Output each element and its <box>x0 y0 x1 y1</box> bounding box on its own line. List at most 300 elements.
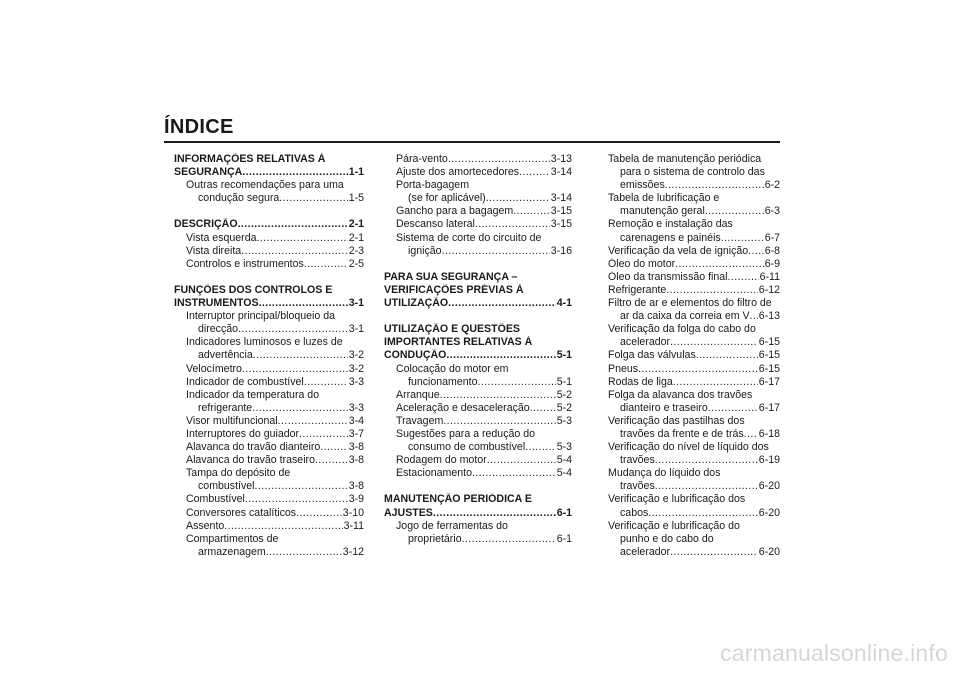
toc-entry <box>174 310 364 336</box>
toc-entry <box>384 205 572 218</box>
toc-entry-text: SEGURANÇA <box>174 166 243 179</box>
toc-entry <box>384 232 572 258</box>
toc-entry-line <box>608 218 780 231</box>
toc-page-number: 5-4 <box>556 467 572 480</box>
toc-page-number: 2-1 <box>348 218 364 231</box>
toc-leader-dots <box>304 258 348 271</box>
toc-page-number: 3-11 <box>343 519 364 532</box>
toc-page-number: 6-11 <box>759 270 780 283</box>
toc-entry <box>174 389 364 415</box>
toc-entry-text: Controlos e instrumentos <box>186 257 304 270</box>
toc-entry-line <box>608 232 780 245</box>
toc-entry <box>174 467 364 493</box>
toc-entry-line <box>608 520 780 533</box>
toc-leader-dots <box>442 245 550 258</box>
toc-page-number: 6-20 <box>758 480 780 493</box>
toc-entry-line <box>396 415 572 428</box>
toc-entry <box>596 218 780 244</box>
toc-leader-dots <box>478 376 556 389</box>
toc-entry-text: IMPORTANTES RELATIVAS À <box>384 336 533 349</box>
toc-entry-text: ignição <box>408 244 442 257</box>
toc-leader-dots <box>665 179 764 192</box>
toc-page-number: 3-8 <box>348 454 364 467</box>
toc-page-number: 6-17 <box>758 375 780 388</box>
toc-entry-line <box>396 376 572 389</box>
toc-column-2 <box>384 153 572 546</box>
toc-entry-line <box>396 166 572 179</box>
toc-entry-text: Indicador da temperatura do <box>186 388 320 401</box>
toc-leader-dots <box>670 546 758 559</box>
toc-page-number: 6-1 <box>556 506 572 519</box>
toc-entry <box>384 520 572 546</box>
toc-entry-text: Vista direita <box>186 244 242 257</box>
toc-column-1 <box>174 153 364 559</box>
toc-entry-line <box>608 310 780 323</box>
toc-page-number: 2-1 <box>348 231 364 244</box>
toc-section-heading <box>174 153 364 179</box>
toc-entry <box>596 389 780 415</box>
toc-entry-line <box>384 271 572 284</box>
toc-entry-line <box>608 480 780 493</box>
toc-entry <box>596 349 780 362</box>
toc-entry <box>174 533 364 559</box>
toc-entry-text: Óleo da transmissão final <box>608 270 728 283</box>
toc-page-number: 6-1 <box>556 532 572 545</box>
toc-entry-line <box>608 336 780 349</box>
toc-entry-line <box>384 297 572 310</box>
toc-entry-line <box>186 402 364 415</box>
toc-entry-text: Verificação do nível de líquido dos <box>608 441 769 454</box>
toc-entry <box>596 493 780 519</box>
toc-page-number: 3-3 <box>348 401 364 414</box>
toc-leader-dots <box>728 271 759 284</box>
toc-entry-text: UTILIZAÇÃO <box>384 297 449 310</box>
toc-entry-text: Remoção e instalação das <box>608 218 733 231</box>
toc-entry-line <box>608 454 780 467</box>
toc-entry-line <box>608 323 780 336</box>
toc-entry-line <box>186 376 364 389</box>
toc-entry-line <box>396 205 572 218</box>
toc-entry-text: Visor multifuncional <box>186 414 278 427</box>
toc-leader-dots <box>675 258 764 271</box>
toc-leader-dots <box>655 480 758 493</box>
toc-entry-line <box>186 441 364 454</box>
toc-page-number: 6-20 <box>758 506 780 519</box>
toc-entry-text: (se for aplicável) <box>408 192 486 205</box>
toc-entry-text: Conversores catalíticos <box>186 506 297 519</box>
toc-leader-dots <box>670 336 758 349</box>
toc-entry-line <box>384 349 572 362</box>
toc-entry-text: VERIFICAÇÕES PRÉVIAS À <box>384 283 524 296</box>
toc-page-number: 3-12 <box>342 545 364 558</box>
toc-entry-line <box>608 363 780 376</box>
toc-entry-line <box>186 336 364 349</box>
toc-entry-text: direcção <box>198 323 239 336</box>
title-rule <box>164 141 780 143</box>
toc-page-number: 3-14 <box>550 166 572 179</box>
toc-entry-text: Jogo de ferramentas do <box>396 519 508 532</box>
toc-entry-text: refrigerante <box>198 401 253 414</box>
toc-entry-line <box>396 153 572 166</box>
toc-section-heading <box>174 218 364 231</box>
toc-entry-text: Gancho para a bagagem <box>396 205 514 218</box>
toc-leader-dots <box>242 363 348 376</box>
toc-page-number: 6-12 <box>758 283 780 296</box>
toc-entry-text: FUNÇÕES DOS CONTROLOS E <box>174 283 333 296</box>
toc-entry-line <box>186 310 364 323</box>
toc-entry-line <box>608 467 780 480</box>
toc-entry-line <box>396 389 572 402</box>
toc-entry-line <box>186 323 364 336</box>
toc-page-number: 6-7 <box>764 231 780 244</box>
toc-entry-text: Indicadores luminosos e luzes de <box>186 336 343 349</box>
toc-leader-dots <box>530 402 556 415</box>
toc-entry-line <box>396 192 572 205</box>
toc-leader-dots <box>721 232 764 245</box>
toc-column-3 <box>596 153 780 559</box>
toc-entry-line <box>608 389 780 402</box>
toc-entry-line <box>608 284 780 297</box>
toc-entry-line <box>384 323 572 336</box>
toc-leader-dots <box>279 192 347 205</box>
toc-entry-text: PARA SUA SEGURANÇA – <box>384 270 518 283</box>
toc-leader-dots <box>519 166 550 179</box>
toc-entry-text: Filtro de ar e elementos do filtro de <box>608 297 772 310</box>
toc-page-number: 3-8 <box>348 441 364 454</box>
toc-leader-dots <box>748 245 764 258</box>
toc-page-number: 3-2 <box>348 349 364 362</box>
toc-page-number: 4-1 <box>556 297 572 310</box>
toc-page-number: 3-15 <box>550 218 572 231</box>
toc-page-number: 5-2 <box>556 388 572 401</box>
toc-entry-line <box>186 179 364 192</box>
toc-entry <box>174 520 364 533</box>
toc-entry-text: Assento <box>186 519 225 532</box>
toc-entry-text: Folga das válvulas <box>608 349 696 362</box>
toc-page-number: 3-13 <box>550 153 572 165</box>
toc-page-number: 5-1 <box>556 349 572 362</box>
toc-leader-dots <box>315 454 348 467</box>
toc-entry <box>596 415 780 441</box>
toc-leader-dots <box>245 493 348 506</box>
toc-entry-text: combustível <box>198 480 255 493</box>
toc-leader-dots <box>238 218 348 231</box>
toc-leader-dots <box>252 402 348 415</box>
toc-entry-line <box>384 507 572 520</box>
toc-page-number: 5-2 <box>556 401 572 414</box>
toc-entry-text: INFORMAÇÕES RELATIVAS À <box>174 153 326 165</box>
toc-entry-text: Pára-vento <box>396 153 448 165</box>
toc-page-number: 1-1 <box>348 166 364 179</box>
toc-leader-dots <box>708 402 758 415</box>
toc-entry-line <box>186 454 364 467</box>
toc-leader-dots <box>750 310 758 323</box>
toc-entry <box>596 245 780 258</box>
toc-page-number: 6-15 <box>758 349 780 362</box>
toc-page-number: 3-16 <box>550 244 572 257</box>
toc-leader-dots <box>513 205 550 218</box>
toc-entry-text: Arranque <box>396 388 440 401</box>
toc-entry-text: proprietário <box>408 532 462 545</box>
toc-entry-line <box>174 218 364 231</box>
toc-entry-text: emissões <box>620 179 665 192</box>
toc-entry <box>174 232 364 245</box>
toc-entry <box>596 363 780 376</box>
toc-entry <box>596 297 780 323</box>
toc-page-number: 3-3 <box>348 375 364 388</box>
toc-entry-text: Mudança do líquido dos <box>608 467 721 480</box>
toc-entry-line <box>608 153 780 166</box>
toc-entry-line <box>608 271 780 284</box>
toc-entry-text: Velocímetro <box>186 362 242 375</box>
toc-entry-line <box>174 166 364 179</box>
toc-entry-text: Verificação das pastilhas dos <box>608 414 745 427</box>
toc-entry-text: Porta-bagagem <box>396 179 470 192</box>
toc-entry <box>384 454 572 467</box>
toc-entry-text: Folga da alavanca dos travões <box>608 388 753 401</box>
toc-entry <box>596 192 780 218</box>
toc-leader-dots <box>475 218 550 231</box>
toc-entry-line <box>396 467 572 480</box>
toc-entry-text: INSTRUMENTOS <box>174 297 259 310</box>
toc-entry <box>596 376 780 389</box>
toc-leader-dots <box>655 454 758 467</box>
toc-entry-text: travões <box>620 454 655 467</box>
toc-entry <box>384 402 572 415</box>
toc-entry-line <box>396 533 572 546</box>
toc-entry-line <box>396 520 572 533</box>
toc-entry-line <box>384 284 572 297</box>
toc-entry <box>174 428 364 441</box>
toc-leader-dots <box>433 507 556 520</box>
toc-entry <box>384 153 572 166</box>
toc-entry-line <box>186 415 364 428</box>
toc-entry-text: consumo de combustível <box>408 441 526 454</box>
toc-leader-dots <box>487 454 556 467</box>
toc-entry-line <box>608 546 780 559</box>
toc-entry-line <box>608 179 780 192</box>
toc-page-number: 3-14 <box>550 192 572 205</box>
toc-entry <box>174 336 364 362</box>
toc-page-number: 2-3 <box>348 244 364 257</box>
toc-leader-dots <box>440 389 556 402</box>
toc-entry-text: travões <box>620 480 655 493</box>
toc-entry-text: Verificação da vela de ignição <box>608 244 749 257</box>
toc-leader-dots <box>744 428 758 441</box>
toc-entry-line <box>186 349 364 362</box>
toc-entry-line <box>608 258 780 271</box>
toc-entry-line <box>396 441 572 454</box>
toc-leader-dots <box>241 245 348 258</box>
toc-entry-text: Verificação e lubrificação dos <box>608 493 746 506</box>
toc-entry <box>174 363 364 376</box>
toc-entry <box>174 454 364 467</box>
toc-entry-line <box>186 520 364 533</box>
toc-entry-line <box>608 415 780 428</box>
toc-page-number: 5-4 <box>556 454 572 467</box>
toc-entry-text: Interruptores do guiador <box>186 427 300 440</box>
toc-entry-line <box>174 284 364 297</box>
toc-entry-text: Colocação do motor em <box>396 362 509 375</box>
toc-entry-line <box>396 245 572 258</box>
toc-entry-text: Sistema de corte do circuito de <box>396 231 542 244</box>
toc-leader-dots <box>256 232 347 245</box>
toc-leader-dots <box>696 349 758 362</box>
toc-leader-dots <box>486 192 550 205</box>
toc-entry-text: Rodagem do motor <box>396 454 487 467</box>
toc-leader-dots <box>462 533 556 546</box>
toc-leader-dots <box>443 415 555 428</box>
toc-leader-dots <box>224 520 342 533</box>
toc-entry-text: Tabela de lubrificação e <box>608 192 720 205</box>
toc-entry <box>384 428 572 454</box>
toc-entry-line <box>608 245 780 258</box>
page-title: ÍNDICE <box>164 116 234 138</box>
toc-leader-dots <box>448 297 556 310</box>
toc-entry <box>384 179 572 205</box>
toc-entry-line <box>396 232 572 245</box>
toc-entry-text: UTILIZAÇÃO E QUESTÕES <box>384 323 520 336</box>
toc-entry-text: Refrigerante <box>608 283 667 296</box>
toc-entry-line <box>608 166 780 179</box>
toc-entry-line <box>186 363 364 376</box>
toc-entry-text: Descanso lateral <box>396 218 475 231</box>
toc-entry-text: acelerador <box>620 545 671 558</box>
toc-leader-dots <box>446 349 555 362</box>
toc-entry-line <box>396 428 572 441</box>
toc-entry <box>174 258 364 271</box>
toc-leader-dots <box>648 507 758 520</box>
toc-entry-text: ar da caixa da correia em V <box>620 310 750 323</box>
toc-leader-dots <box>278 415 348 428</box>
toc-page-number: 5-3 <box>556 441 572 454</box>
toc-entry-line <box>396 363 572 376</box>
toc-entry <box>174 415 364 428</box>
toc-entry <box>384 389 572 402</box>
toc-page-number: 3-15 <box>550 205 572 218</box>
toc-entry <box>174 441 364 454</box>
toc-entry-text: condução segura <box>198 192 280 205</box>
toc-page-number: 5-3 <box>556 414 572 427</box>
toc-entry-text: dianteiro e traseiro <box>620 401 708 414</box>
toc-leader-dots <box>253 349 348 362</box>
toc-entry-line <box>186 546 364 559</box>
toc-leader-dots <box>299 428 348 441</box>
toc-entry-line <box>186 493 364 506</box>
toc-page-number: 6-9 <box>764 257 780 270</box>
toc-entry-line <box>396 179 572 192</box>
toc-entry-line <box>608 507 780 520</box>
toc-entry-line <box>186 245 364 258</box>
toc-entry <box>384 166 572 179</box>
toc-leader-dots <box>242 166 347 179</box>
toc-entry-text: Indicador de combustível <box>186 375 304 388</box>
toc-leader-dots <box>448 153 550 166</box>
toc-entry-line <box>608 428 780 441</box>
toc-entry-text: advertência <box>198 349 253 362</box>
toc-page-number: 5-1 <box>556 375 572 388</box>
toc-leader-dots <box>296 507 342 520</box>
toc-entry-line <box>186 258 364 271</box>
toc-entry-text: cabos <box>620 506 649 519</box>
toc-page-number: 3-2 <box>348 362 364 375</box>
toc-entry-text: Alavanca do travão traseiro <box>186 454 315 467</box>
toc-entry-line <box>608 349 780 362</box>
toc-entry-line <box>186 232 364 245</box>
toc-entry-text: Rodas de liga <box>608 375 673 388</box>
toc-section-heading <box>174 284 364 310</box>
toc-entry-text: travões da frente e de trás <box>620 427 744 440</box>
toc-entry-line <box>186 192 364 205</box>
watermark: carmanualsonline.info <box>720 640 948 666</box>
toc-page-number: 3-7 <box>348 427 364 440</box>
toc-page-number: 6-19 <box>758 454 780 467</box>
toc-entry-text: para o sistema de controlo das <box>620 166 765 179</box>
toc-entry-text: Outras recomendações para uma <box>186 179 344 192</box>
toc-leader-dots <box>304 376 348 389</box>
toc-page-number: 3-1 <box>348 297 364 310</box>
toc-leader-dots <box>238 323 348 336</box>
toc-entry-line <box>186 533 364 546</box>
toc-entry <box>384 415 572 428</box>
toc-entry-text: Compartimentos de <box>186 532 279 545</box>
toc-section-heading <box>384 271 572 310</box>
toc-entry-line <box>186 389 364 402</box>
toc-entry-text: carenagens e painéis <box>620 231 721 244</box>
toc-leader-dots <box>472 467 556 480</box>
toc-entry-text: Travagem <box>396 414 444 427</box>
toc-entry-line <box>186 428 364 441</box>
toc-entry-text: Pneus <box>608 362 639 375</box>
toc-entry-text: Sugestões para a redução do <box>396 427 535 440</box>
toc-entry-text: MANUTENÇÃO PERIÓDICA E <box>384 493 532 506</box>
toc-page-number: 3-9 <box>348 493 364 506</box>
toc-entry-line <box>396 218 572 231</box>
toc-entry-line <box>186 480 364 493</box>
toc-entry-line <box>384 493 572 506</box>
toc-entry-text: punho e do cabo do <box>620 532 714 545</box>
toc-entry-line <box>174 297 364 310</box>
toc-entry <box>596 271 780 284</box>
toc-entry-line <box>608 205 780 218</box>
toc-entry-line <box>186 507 364 520</box>
toc-entry-line <box>608 493 780 506</box>
toc-page-number: 6-8 <box>764 244 780 257</box>
toc-entry-text: armazenagem <box>198 545 266 558</box>
toc-leader-dots <box>320 441 347 454</box>
toc-entry-text: AJUSTES <box>384 506 433 519</box>
toc-entry-text: Estacionamento <box>396 467 472 480</box>
toc-entry-text: Alavanca do travão dianteiro <box>186 441 321 454</box>
toc-leader-dots <box>266 546 342 559</box>
toc-entry <box>384 363 572 389</box>
toc-entry-line <box>608 192 780 205</box>
toc-entry-line <box>608 533 780 546</box>
toc-leader-dots <box>673 376 758 389</box>
toc-leader-dots <box>666 284 758 297</box>
toc-page-number: 6-18 <box>758 427 780 440</box>
toc-entry <box>596 520 780 559</box>
toc-page-number: 6-3 <box>764 205 780 218</box>
toc-entry-text: acelerador <box>620 336 671 349</box>
toc-entry-text: Combustível <box>186 493 245 506</box>
toc-entry <box>174 376 364 389</box>
toc-leader-dots <box>525 441 556 454</box>
toc-entry-text: Interruptor principal/bloqueio da <box>186 310 335 323</box>
toc-entry-line <box>608 402 780 415</box>
toc-entry-text: Vista esquerda <box>186 231 257 244</box>
toc-page-number: 6-17 <box>758 401 780 414</box>
